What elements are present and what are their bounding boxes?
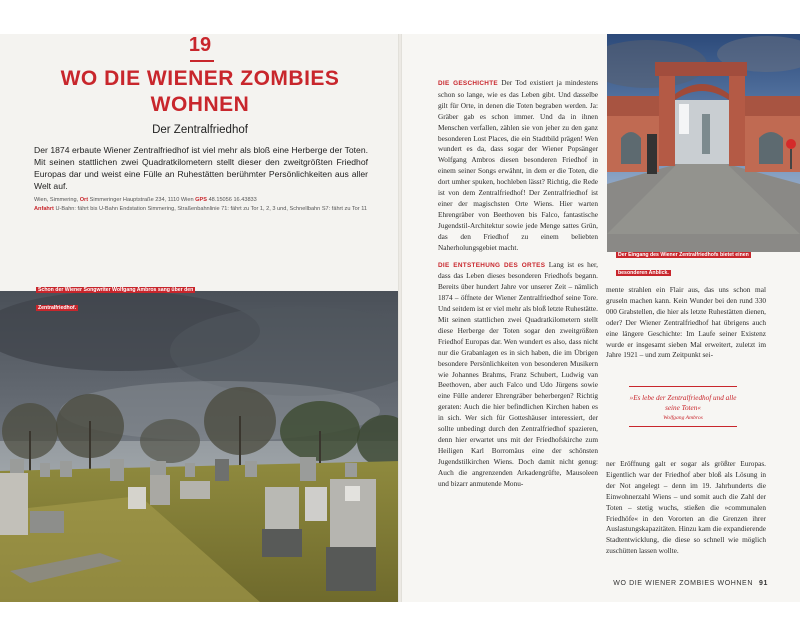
quote-author: Wolfgang Ambros xyxy=(663,415,703,421)
cemetery-entrance-photo xyxy=(607,34,800,252)
left-photo-caption xyxy=(36,278,196,314)
section-history xyxy=(438,78,598,254)
info-address: Wien, Simmering xyxy=(34,197,77,203)
section-history-heading: DIE GESCHICHTE xyxy=(438,80,498,87)
location-info: Wien, Simmering, Ort Simmeringer Hauptstraße 234, 1110 Wien GPS 48.15056 16.43833 Anfahrt U-Bahn: fährt bis U-Bahn Endstation Simmering, Straßenbahnlinie 71: fährt zu Tor 1, 2, 3 und, Schnellbahn S7: fährt zu Tor 11 xyxy=(34,197,368,212)
cemetery-photo xyxy=(0,291,400,602)
info-ort-text: Simmeringer Hauptstraße 234, 1110 Wien xyxy=(89,197,194,203)
page-footer xyxy=(590,580,768,587)
page-number: 91 xyxy=(759,580,768,587)
info-gps-text: 48.15056 16.43833 xyxy=(208,197,257,203)
intro-paragraph: Der 1874 erbaute Wiener Zentralfriedhof ist viel mehr als bloß eine Herberge der Toten. Mit seinen stattlichen zwei Quadratkilometern stellt dieser den zweitgrößten Friedhof Europas dar und weist eine Fülle an Ruhestätten berühmter Persönlichkeiten aus aller Welt auf. xyxy=(34,145,368,191)
text-column-3: ner Eröffnung galt er sogar als größter Europas. Eigentlich war der Friedhof aber bloß als Lösung in der Not angelegt – denn im 19. Jahrhunderts die Einwohnerzahl Wiens – und somit auch die Zahl der Toten – stetig wuchs, stießen die »communalen Friedhöfe« in den Vororten an die Grenzen ihrer Auslastungskapazitäten. Hinzu kam die expandierende Stadtentwicklung, die diese so schnell wie möglich zuschütten lassen wollte. xyxy=(606,459,766,556)
section-origin-text: Lang ist es her, dass das Leben dieses besonderen Friedhofs begann. Bereits über hundert Jahre vor unserer Zeit – nämlich 1874 – öffnete der Wiener Zentralfriedhof seine Tore. Und seitdem ist er viel mehr als bloß letzte Ruhestätte. Mit seinen stattlichen zwei Quadratkilometern stellt diese Herberge der Toten sogar den zweitgrößten Friedhof Europas dar. Wen wundert es also, dass nicht nur die Grabanlagen es in sich haben, die im Übrigen besondere Persönlichkeiten von besonderen Musikern wie Johannes Brahms, Franz Schubert, Ludwig van Beethoven, aber auch Falco und Udo Jürgens sowie eine Fülle anderer Ehrengräber beherbergen? Richtig geraten: Auch die hier befindlichen Kirchen haben es in sich. Wer sich für Gotteshäuser interessiert, der sollte unbedingt durch den Zentralfriedhof spazieren, denn hier erwartet uns mit der Friedhofskirche zum Heiligen Karl Borromäus eine der schönsten Jugendstilkirchen Wiens. Doch damit nicht genug: Auch die angrenzenden Arkadengrüfte, Mausoleen und bizarr anmutende Monu- xyxy=(438,259,598,488)
left-photo-caption-text: Schon der Wiener Songwriter Wolfgang Ambros sang über den Zentralfriedhof. xyxy=(38,287,194,311)
quote-rule-top xyxy=(629,386,737,387)
pull-quote xyxy=(623,386,743,427)
info-anfahrt-label: Anfahrt xyxy=(34,205,54,212)
quote-rule-bottom xyxy=(629,426,737,427)
section-origin xyxy=(438,260,598,490)
section-origin-heading: DIE ENTSTEHUNG DES ORTES xyxy=(438,261,546,269)
running-footer-title: WO DIE WIENER ZOMBIES WOHNEN xyxy=(613,580,753,587)
chapter-number: 19 xyxy=(188,34,212,56)
info-anfahrt-text: U-Bahn: fährt bis U-Bahn Endstation Simmering, Straßenbahnlinie 71: fährt zu Tor 1, 2, 3 und, Schnellbahn S7: fährt zu Tor 11 xyxy=(55,205,368,212)
quote-text: »Es lebe der Zentralfriedhof und alle seine Toten« xyxy=(629,394,737,412)
info-ort-label: Ort xyxy=(79,197,89,203)
section-history-text: Der Tod existiert ja mindestens schon so lange, wie es das Leben gibt. Und dasselbe gilt für Orte, in denen die Toten begraben werden. Ja: Gräber gab es schon immer. Und da in ihnen Menschen verfallen, zählen sie von jeher zu den ganz besonderen Lost Places, die ein Stadtbild prägen! Wen wundert es da, dass sogar der Wiener Popsänger Wolfgang Ambros diesen besonderen Friedhof in einem seiner Songs erwähnt, in dem er die Toten, die dort umher spuken, hochleben lässt? Richtig, die Rede ist von dem Zentralfriedhof! Der Zentralfriedhof ist einer der magischsten Orte Wiens. Hier warten Ehrengräber von Beethoven bis Falco, fantastische Jugendstil-Architektur sowie jede Menge sattes Grün, das den Friedhof zu einem beliebten Naherholungsgebiet macht. xyxy=(438,78,599,252)
chapter-subtitle: Der Zentralfriedhof xyxy=(152,124,248,136)
chapter-title: WO DIE WIENER ZOMBIES WOHNEN xyxy=(60,67,340,116)
text-column-1 xyxy=(438,78,598,496)
chapter-number-rule xyxy=(190,60,214,62)
right-photo-caption xyxy=(616,243,751,279)
text-column-2: mente strahlen ein Flair aus, das uns schon mal gruseln machen kann. Kein Wunder bei den rund 330 000 Grabstellen, die hier als letzte Ruhestätten dienen, oder? Der Wiener Zentralfriedhof hat übrigens auch eine längere Geschichte: Im Laufe seiner Existenz wurde er insgesamt sieben Mal erweitert, zuletzt im Jahre 1921 – und zum Zeitpunkt sei- xyxy=(606,285,766,360)
info-gps-label: GPS xyxy=(195,197,207,203)
book-gutter xyxy=(398,34,402,602)
right-photo-caption-text: Der Eingang des Wiener Zentralfriedhofs bietet einen besonderen Anblick. xyxy=(618,252,749,276)
